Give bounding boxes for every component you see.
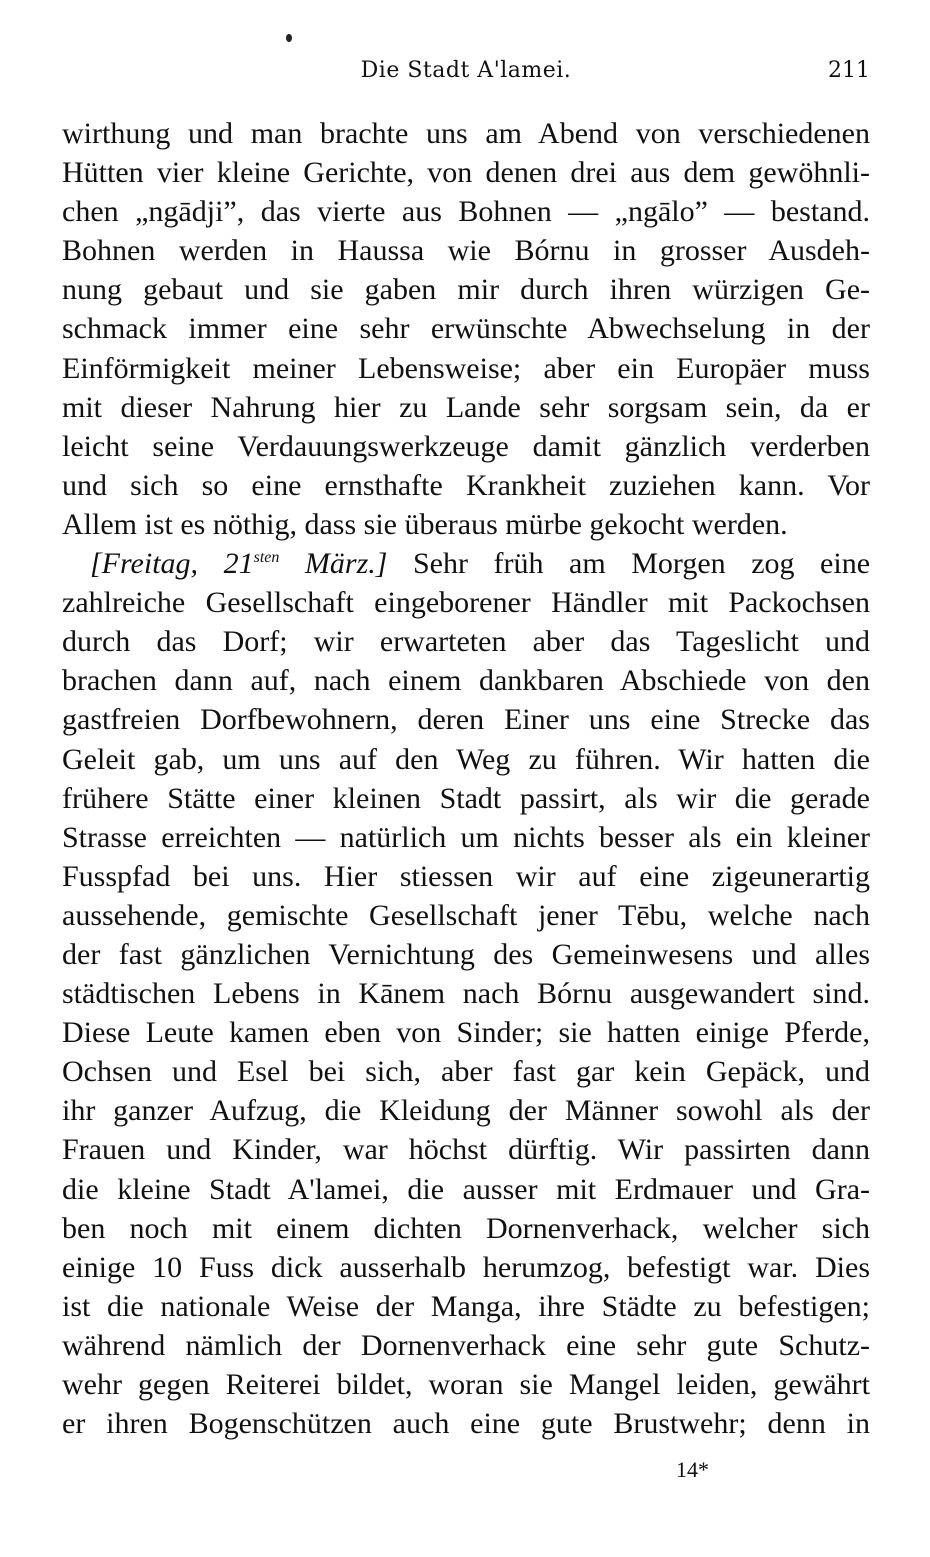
text-line: Geleit gab, um uns auf den Weg zu führen. Wir hatten die bbox=[62, 742, 870, 776]
page-body bbox=[62, 114, 870, 1443]
text-line: ist die nationale Weise der Manga, ihre Städte zu befestigen; bbox=[62, 1289, 870, 1323]
text-line: aussehende, gemischte Gesellschaft jener Tēbu, welche nach bbox=[62, 898, 870, 932]
text-line: während nämlich der Dornenverhack eine sehr gute Schutz- bbox=[62, 1328, 870, 1362]
text-line: Hütten vier kleine Gerichte, von denen drei aus dem gewöhnli- bbox=[62, 156, 870, 190]
text-line: gastfreien Dorfbewohnern, deren Einer uns eine Strecke das bbox=[62, 703, 870, 737]
text-line: einige 10 Fuss dick ausserhalb herumzog, befestigt war. Dies bbox=[62, 1250, 870, 1284]
text-line: frühere Stätte einer kleinen Stadt passirt, als wir die gerade bbox=[62, 781, 870, 815]
text-line: schmack immer eine sehr erwünschte Abwechselung in der bbox=[62, 312, 870, 346]
running-title: Die Stadt A'lamei. bbox=[360, 58, 572, 83]
text-line: chen „ngādji”, das vierte aus Bohnen — „ngālo” — bestand. bbox=[62, 195, 870, 229]
text-line: Frauen und Kinder, war höchst dürftig. Wir passirten dann bbox=[62, 1133, 870, 1167]
date-line-rest: Sehr früh am Morgen zog eine bbox=[387, 547, 870, 581]
book-page bbox=[62, 58, 870, 1443]
signature-mark: 14* bbox=[676, 1457, 709, 1482]
text-line: ihr ganzer Aufzug, die Kleidung der Männer sowohl als der bbox=[62, 1094, 870, 1128]
text-line: wirthung und man brachte uns am Abend von verschiedenen bbox=[62, 117, 870, 150]
text-line: Diese Leute kamen eben von Sinder; sie hatten einige Pferde, bbox=[62, 1016, 870, 1050]
text-line: zahlreiche Gesellschaft eingeborener Händler mit Packochsen bbox=[62, 586, 870, 620]
text-line: Bohnen werden in Haussa wie Bórnu in grosser Ausdeh- bbox=[62, 234, 870, 268]
running-header bbox=[62, 58, 870, 100]
text-line: nung gebaut und sie gaben mir durch ihren würzigen Ge- bbox=[62, 273, 870, 307]
page-number: 211 bbox=[828, 58, 870, 83]
text-line: der fast gänzlichen Vernichtung des Gemeinwesens und alles bbox=[62, 937, 870, 971]
date-line bbox=[62, 544, 870, 583]
text-line: Ochsen und Esel bei sich, aber fast gar kein Gepäck, und bbox=[62, 1055, 870, 1089]
text-line: und sich so eine ernsthafte Krankheit zuziehen kann. Vor bbox=[62, 468, 870, 502]
text-line: durch das Dorf; wir erwarteten aber das Tageslicht und bbox=[62, 625, 870, 659]
date-superscript: sten bbox=[253, 549, 280, 567]
text-line: leicht seine Verdauungswerkzeuge damit gänzlich verderben bbox=[62, 429, 870, 463]
text-line: mit dieser Nahrung hier zu Lande sehr sorgsam sein, da er bbox=[62, 390, 870, 424]
date-close: März.] bbox=[279, 547, 388, 581]
ink-speck bbox=[286, 34, 292, 42]
text-line: Strasse erreichten — natürlich um nichts besser als ein kleiner bbox=[62, 820, 870, 854]
text-line: städtischen Lebens in Kānem nach Bórnu ausgewandert sind. bbox=[62, 977, 870, 1011]
text-line: Fusspfad bei uns. Hier stiessen wir auf eine zigeunerartig bbox=[62, 859, 870, 893]
text-line: ben noch mit einem dichten Dornenverhack, welcher sich bbox=[62, 1211, 870, 1245]
text-line: er ihren Bogenschützen auch eine gute Brustwehr; denn in bbox=[62, 1407, 870, 1441]
date-open: [Freitag, 21 bbox=[90, 547, 254, 581]
text-line: Einförmigkeit meiner Lebensweise; aber ein Europäer muss bbox=[62, 351, 870, 385]
text-line: brachen dann auf, nach einem dankbaren Abschiede von den bbox=[62, 664, 870, 698]
text-line: die kleine Stadt A'lamei, die ausser mit Erdmauer und Gra- bbox=[62, 1172, 870, 1206]
text-line: Allem ist es nöthig, dass sie überaus mürbe gekocht werden. bbox=[62, 507, 788, 541]
text-line: wehr gegen Reiterei bildet, woran sie Mangel leiden, gewährt bbox=[62, 1368, 870, 1401]
